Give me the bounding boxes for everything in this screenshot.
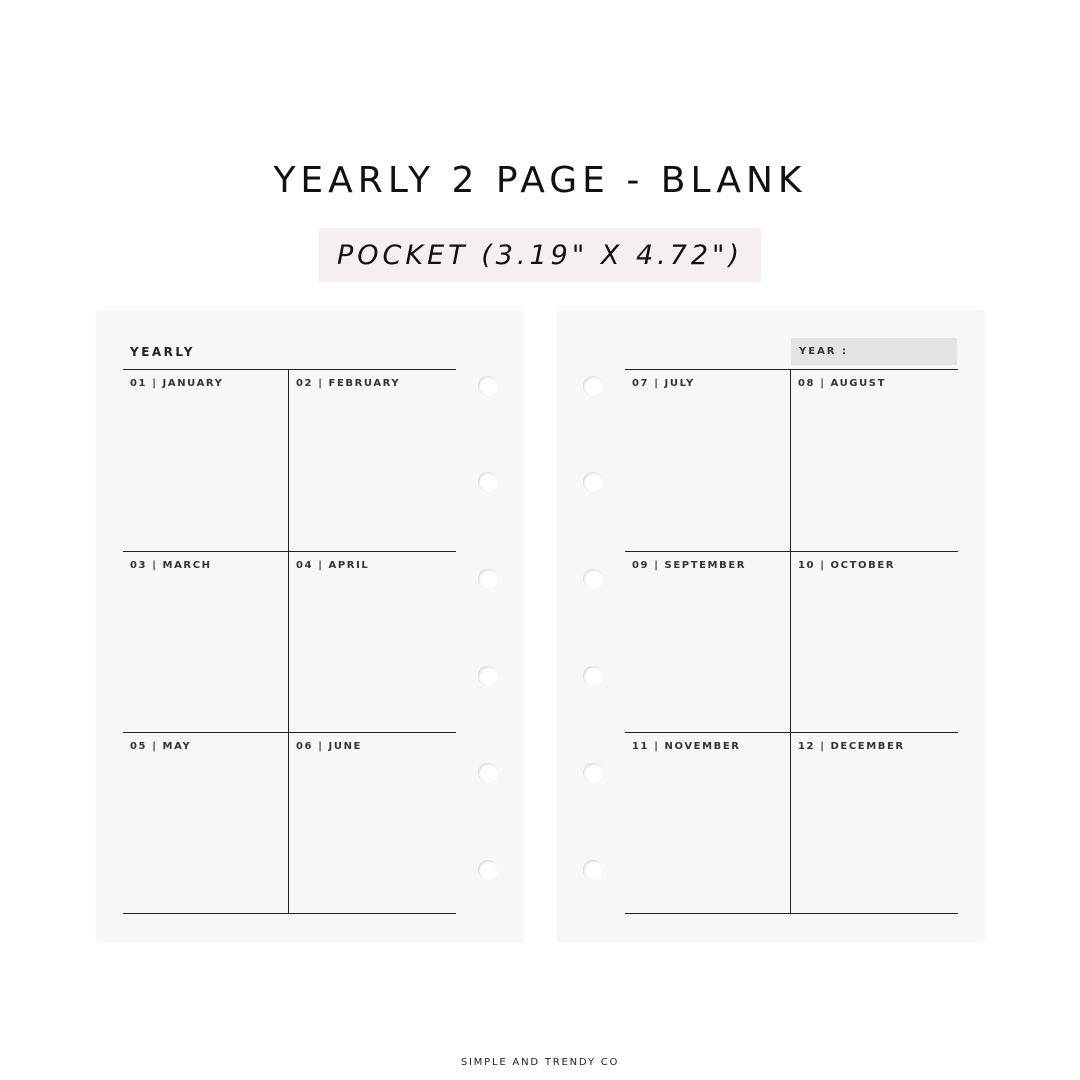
month-cell: [289, 732, 456, 913]
month-label: 02 | FEBRUARY: [296, 378, 401, 389]
brand-footer: SIMPLE AND TRENDY CO: [460, 1057, 620, 1068]
planner-page-right: [558, 311, 984, 941]
size-subtitle: POCKET (3.19" X 4.72"): [336, 239, 744, 271]
month-label: 03 | MARCH: [130, 560, 212, 571]
month-label: 09 | SEPTEMBER: [632, 560, 747, 571]
page-title: YEARLY 2 PAGE - BLANK: [273, 160, 807, 201]
binder-hole: [583, 763, 603, 783]
binder-hole: [583, 376, 603, 396]
binder-hole: [583, 569, 603, 589]
month-cell: [123, 732, 289, 913]
month-cell: [625, 370, 791, 551]
binder-hole: [478, 666, 498, 686]
subtitle-highlight: [319, 228, 761, 282]
binder-hole: [478, 569, 498, 589]
binder-hole: [478, 860, 498, 880]
month-cell: [289, 551, 456, 732]
month-cell: [123, 551, 289, 732]
month-label: 11 | NOVEMBER: [632, 741, 741, 752]
month-grid-left: [123, 369, 456, 914]
binder-hole: [478, 763, 498, 783]
month-label: 08 | AUGUST: [798, 378, 887, 389]
month-cell: [289, 370, 456, 551]
month-grid-right: [625, 369, 958, 914]
month-label: 04 | APRIL: [296, 560, 370, 571]
binder-hole: [478, 376, 498, 396]
yearly-heading: YEARLY: [130, 345, 195, 359]
month-cell: [791, 732, 958, 913]
binder-hole: [583, 472, 603, 492]
year-label: YEAR :: [799, 346, 848, 357]
month-label: 06 | JUNE: [296, 741, 362, 752]
month-label: 05 | MAY: [130, 741, 192, 752]
month-label: 10 | OCTOBER: [798, 560, 896, 571]
month-cell: [625, 732, 791, 913]
month-label: 07 | JULY: [632, 378, 695, 389]
binder-hole: [583, 860, 603, 880]
year-field: [791, 338, 957, 365]
binder-hole: [478, 472, 498, 492]
month-label: 12 | DECEMBER: [798, 741, 905, 752]
month-cell: [791, 370, 958, 551]
month-cell: [791, 551, 958, 732]
planner-page-left: [97, 311, 523, 941]
month-cell: [625, 551, 791, 732]
month-cell: [123, 370, 289, 551]
month-label: 01 | JANUARY: [130, 378, 224, 389]
binder-hole: [583, 666, 603, 686]
